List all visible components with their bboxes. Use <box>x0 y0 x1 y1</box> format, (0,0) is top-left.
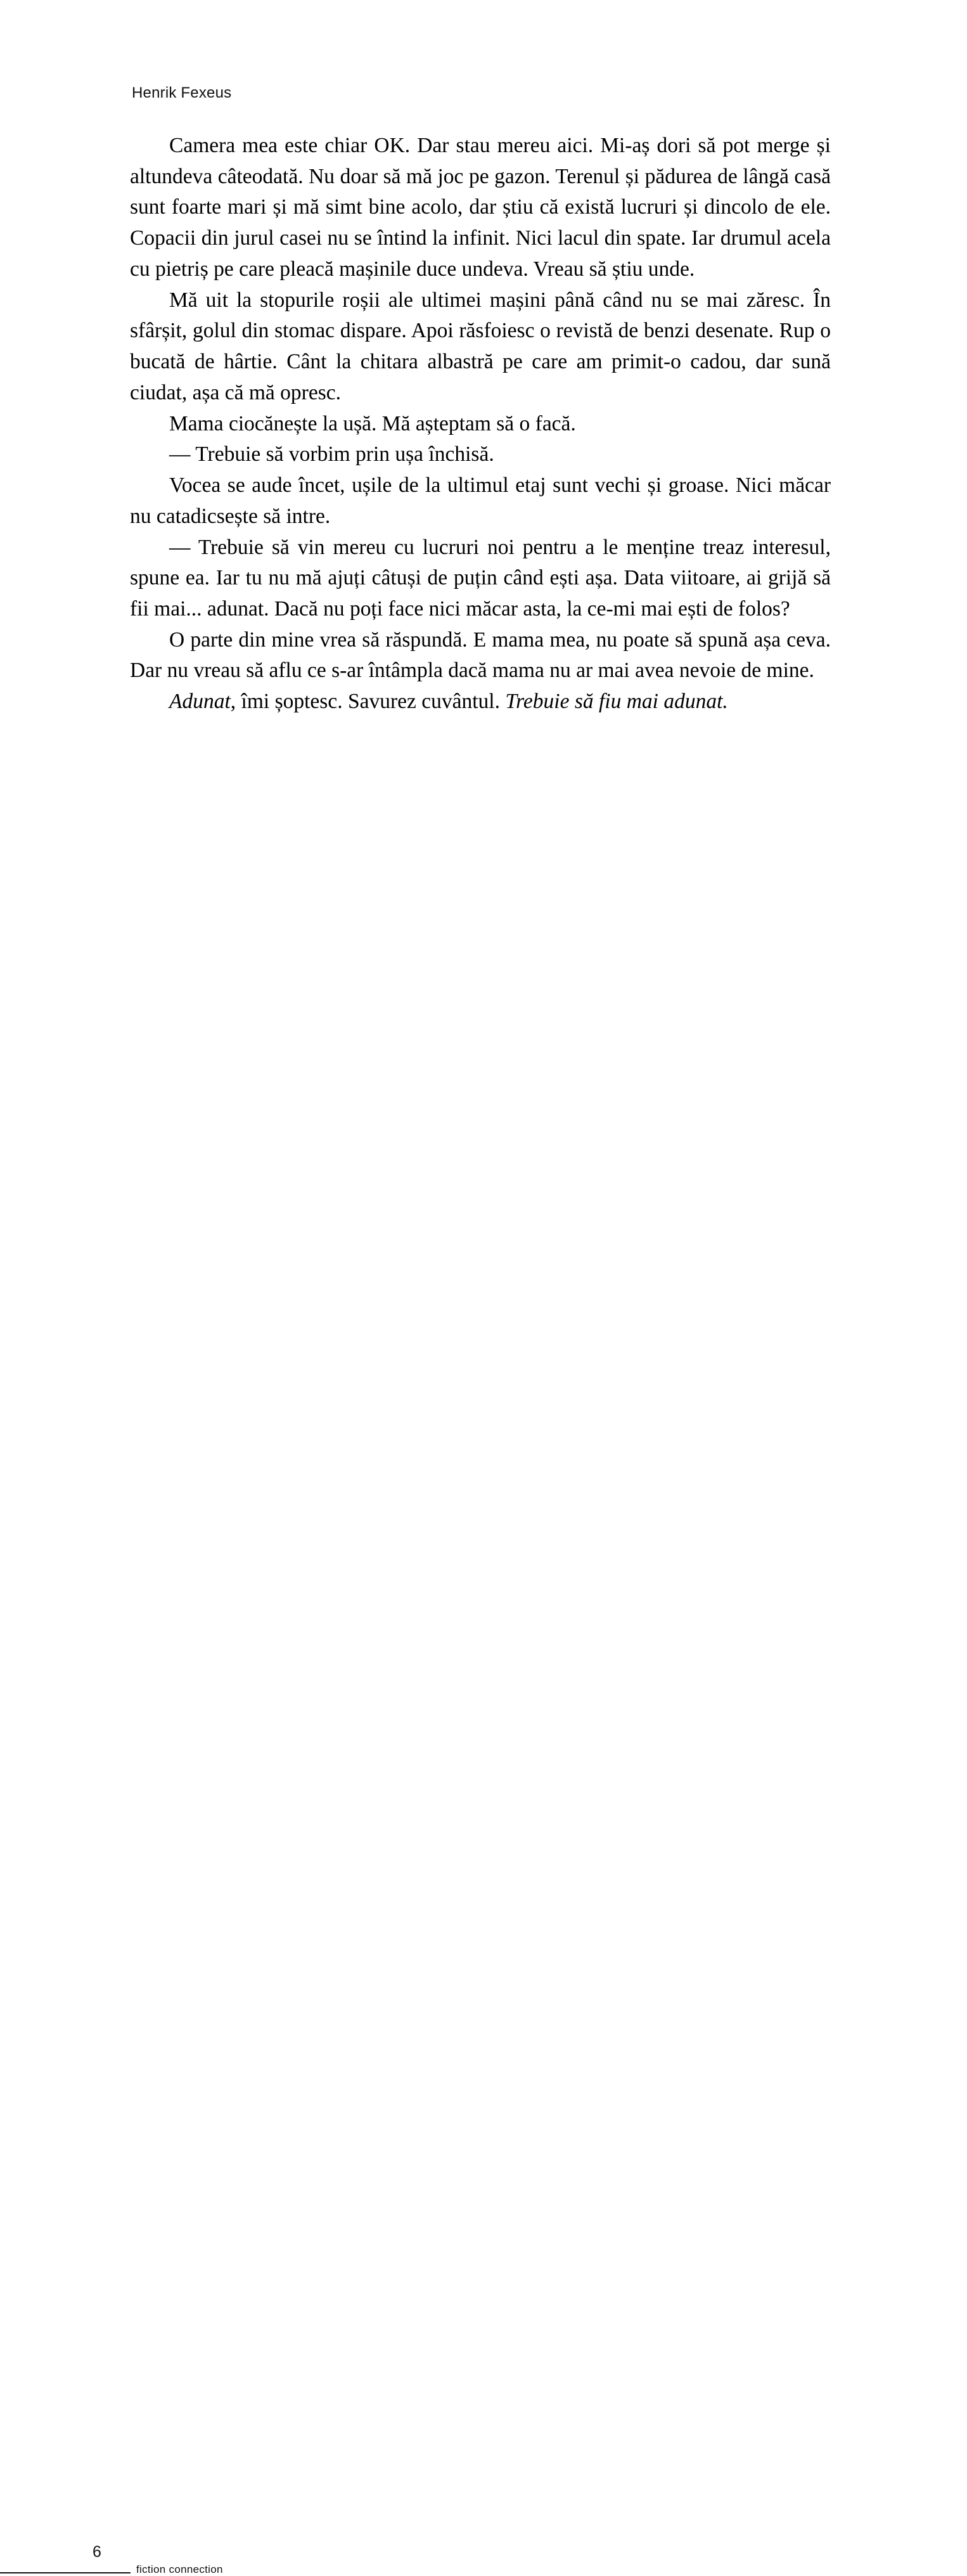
paragraph: — Trebuie să vorbim prin ușa închisă. <box>169 442 494 467</box>
paragraph-final <box>130 686 831 718</box>
paragraph: Camera mea este chiar OK. Dar stau mereu aici. Mi-aș dori să pot merge și altundeva câteodată. Nu doar să mă joc pe gazon. Terenul și pădurea de lângă casă sunt foarte mari și mă simt bine acolo, dar știu că există lucruri și dincolo de ele. Copacii din jurul casei nu se întind la infinit. Nici lacul din spate. Iar drumul acela cu pietriș pe care pleacă mașinile duce undeva. Vreau să știu unde. <box>130 134 831 281</box>
page-footer <box>0 1274 967 2575</box>
paragraph: Vocea se aude încet, ușile de la ultimul etaj sunt vechi și groase. Nici măcar nu catadicsește să intre. <box>130 473 831 528</box>
plain-text: , îmi șoptesc. Savurez cuvântul. <box>230 690 506 714</box>
emphasis-trebuie: Trebuie să fiu mai adunat. <box>505 690 728 714</box>
paragraph: O parte din mine vrea să răspundă. E mama mea, nu poate să spună așa ceva. Dar nu vreau să aflu ce s-ar întâmpla dacă mama nu ar mai avea nevoie de mine. <box>130 628 831 683</box>
page-number: 6 <box>93 2543 101 2561</box>
body-text <box>130 131 831 718</box>
paragraph: — Trebuie să vin mereu cu lucruri noi pentru a le menține treaz interesul, spune ea. Iar tu nu mă ajuți câtuși de puțin când ești așa. Data viitoare, ai grijă să fii mai... adunat. Dacă nu poți face nici măcar asta, la ce-mi mai ești de folos? <box>130 535 831 621</box>
paragraph: Mama ciocănește la ușă. Mă așteptam să o facă. <box>169 411 576 435</box>
footer-divider <box>0 2572 131 2573</box>
emphasis-adunat: Adunat <box>169 690 231 714</box>
publisher-imprint: fiction connection <box>136 2563 223 2575</box>
paragraph: Mă uit la stopurile roșii ale ultimei mașini până când nu se mai zăresc. În sfârșit, golul din stomac dispare. Apoi răsfoiesc o revistă de benzi desenate. Rup o bucată de hârtie. Cânt la chitara albastră pe care am primit-o cadou, dar sună ciudat, așa că mă opresc. <box>130 288 831 404</box>
running-head: Henrik Fexeus <box>132 84 232 101</box>
